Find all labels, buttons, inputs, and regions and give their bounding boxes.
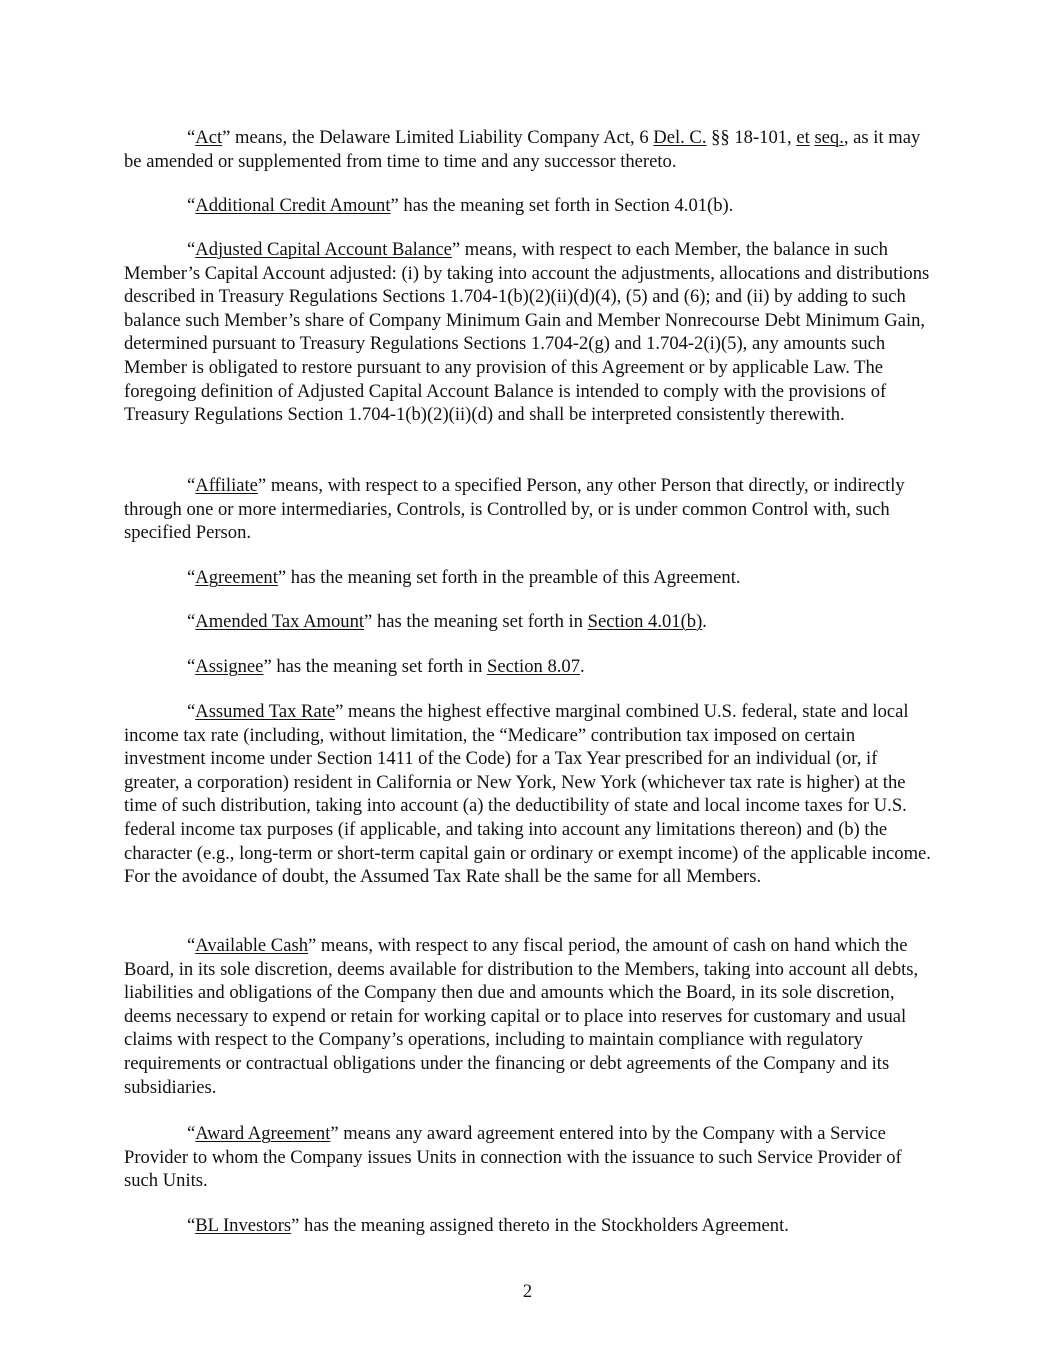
underlined-term: et bbox=[796, 127, 810, 148]
underlined-term: Act bbox=[195, 127, 223, 148]
definition-text: . bbox=[580, 656, 585, 677]
definition-text: ” means any award agreement entered into by the Company with a Service Provider to whom the Company issues Units in connection with the issuance to such Service Provider of such Units. bbox=[124, 1123, 902, 1192]
definition-text: ” means the highest effective marginal combined U.S. federal, state and local income tax rate (including, without limitation, the “Medicare” contribution tax imposed on certain investment income under Section 1411 of the Code) for a Tax Year prescribed for an individual (or, if greater, a corporation) resident in California or New York, New York (whichever tax rate is higher) at the time of such distribution, taking into account (a) the deductibility of state and local income taxes for U.S. federal income tax purposes (if applicable, and taking into account any limitations thereon) and (b) the character (e.g., long-term or short-term capital gain or ordinary or exempt income) of the applicable income. For the avoidance of doubt, the Assumed Tax Rate shall be the same for all Members. bbox=[124, 701, 931, 888]
underlined-term: Available Cash bbox=[195, 935, 308, 956]
definition-text: “ bbox=[187, 656, 196, 677]
definition-text: “ bbox=[187, 701, 196, 722]
definition-text: ” has the meaning set forth in bbox=[364, 611, 588, 632]
definition-additional-credit-amount bbox=[124, 194, 936, 218]
definition-text: ” means, with respect to any fiscal period, the amount of cash on hand which the Board, in its sole discretion, deems available for distribution to the Members, taking into account all debts, liabilities and obligations of the Company then due and amounts which the Board, in its sole discretion, deems necessary to expend or retain for working capital or to place into reserves for customary and usual claims with respect to the Company’s operations, including to maintain compliance with regulatory requirements or contractual obligations under the financing or debt agreements of the Company and its subsidiaries. bbox=[124, 935, 919, 1098]
definition-text: “ bbox=[187, 475, 196, 496]
definition-text: ” has the meaning set forth in the preamble of this Agreement. bbox=[277, 567, 741, 588]
definition-adjusted-capital-account-balance bbox=[124, 238, 936, 427]
underlined-term: Adjusted Capital Account Balance bbox=[195, 239, 452, 260]
underlined-term: Additional Credit Amount bbox=[195, 195, 391, 216]
underlined-term: Affiliate bbox=[195, 475, 258, 496]
underlined-term: Assignee bbox=[195, 656, 264, 677]
underlined-term: Agreement bbox=[195, 567, 278, 588]
underlined-term: Amended Tax Amount bbox=[195, 611, 365, 632]
definition-text: “ bbox=[187, 1215, 196, 1236]
definition-text: ” has the meaning set forth in Section 4.01(b). bbox=[390, 195, 734, 216]
definition-text: . bbox=[702, 611, 707, 632]
definition-available-cash bbox=[124, 934, 936, 1099]
definition-text: ” means, with respect to each Member, the balance in such Member’s Capital Account adjusted: (i) by taking into account the adjustments, allocations and distributions described in Treasury Regulations Sections 1.704-1(b)(2)(ii)(d)(4), (5) and (6); and (ii) by adding to such balance such Member’s share of Company Minimum Gain and Member Nonrecourse Debt Minimum Gain, determined pursuant to Treasury Regulations Sections 1.704-2(g) and 1.704-2(i)(5), any amounts such Member is obligated to restore pursuant to any provision of this Agreement or by applicable Law. The foregoing definition of Adjusted Capital Account Balance is intended to comply with the provisions of Treasury Regulations Section 1.704-1(b)(2)(ii)(d) and shall be interpreted consistently therewith. bbox=[124, 239, 930, 426]
definition-text: §§ 18-101, bbox=[706, 127, 797, 148]
definition-text: “ bbox=[187, 195, 196, 216]
definition-text: ” means, the Delaware Limited Liability Company Act, 6 bbox=[222, 127, 654, 148]
underlined-term: Award Agreement bbox=[195, 1123, 331, 1144]
definition-text: ” has the meaning assigned thereto in the Stockholders Agreement. bbox=[291, 1215, 789, 1236]
underlined-term: seq. bbox=[814, 127, 844, 148]
definition-text: “ bbox=[187, 239, 196, 260]
definition-text: “ bbox=[187, 611, 196, 632]
definition-text: , as it may be amended or supplemented from time to time and any successor thereto. bbox=[124, 127, 921, 172]
underlined-term: BL Investors bbox=[195, 1215, 292, 1236]
definition-text: “ bbox=[187, 935, 196, 956]
definition-affiliate bbox=[124, 474, 936, 545]
definition-assumed-tax-rate bbox=[124, 700, 936, 889]
definition-assignee bbox=[124, 655, 936, 679]
definition-award-agreement bbox=[124, 1122, 936, 1193]
definition-act bbox=[124, 126, 936, 173]
underlined-term: Section 8.07 bbox=[487, 656, 580, 677]
page-number: 2 bbox=[522, 1281, 533, 1302]
definition-text: ” has the meaning set forth in bbox=[263, 656, 488, 677]
definition-amended-tax-amount bbox=[124, 610, 936, 634]
definition-text: “ bbox=[187, 1123, 196, 1144]
definition-text: ” means, with respect to a specified Person, any other Person that directly, or indirectly through one or more intermediaries, Controls, is Controlled by, or is under common Control with, such specified Person. bbox=[124, 475, 905, 544]
definition-bl-investors bbox=[124, 1214, 936, 1238]
underlined-term: Assumed Tax Rate bbox=[195, 701, 336, 722]
definition-text: “ bbox=[187, 127, 196, 148]
definition-agreement bbox=[124, 566, 936, 590]
underlined-term: Del. C. bbox=[653, 127, 707, 148]
definition-text: “ bbox=[187, 567, 196, 588]
underlined-term: Section 4.01(b) bbox=[587, 611, 703, 632]
